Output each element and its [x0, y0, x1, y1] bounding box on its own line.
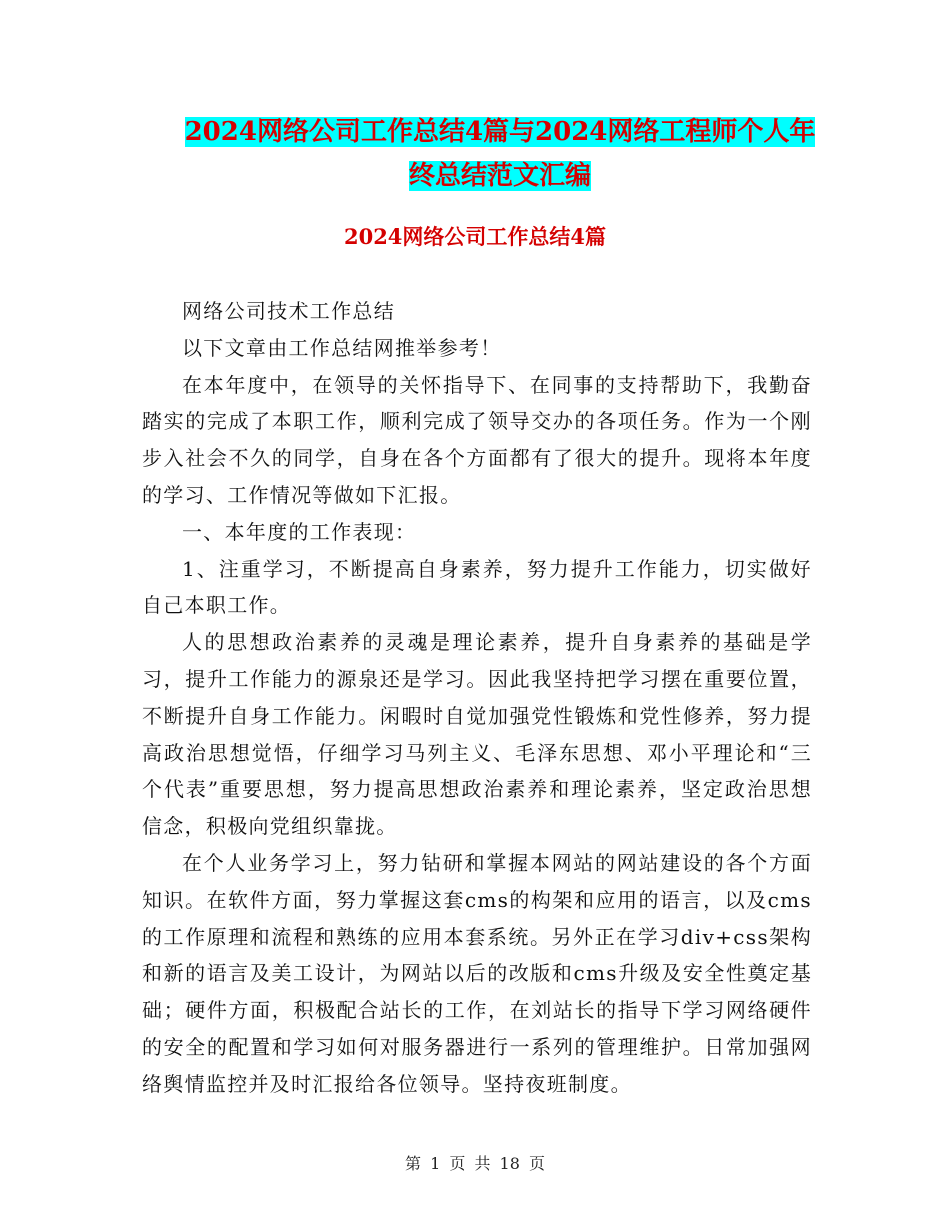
- paragraph: 一、本年度的工作表现：: [182, 519, 417, 544]
- page-footer: 第 1 页 共 18 页: [405, 1154, 545, 1173]
- paragraph: 网络公司技术工作总结: [182, 299, 395, 323]
- title-line-2: 终总结范文汇编: [408, 161, 591, 191]
- paragraph: 1、注重学习，不断提高自身素养，努力提升工作能力，切实做好自己本职工作。: [142, 556, 812, 618]
- paragraph: 在个人业务学习上，努力钻研和掌握本网站的网站建设的各个方面知识。在软件方面，努力掌握这套cms的构架和应用的语言，以及cms的工作原理和流程和熟练的应用本套系统。另外正在学习div+css架构和新的语言及美工设计，为网站以后的改版和cms升级及安全性奠定基础；硬件方面，积极配合站长的工作，在刘站长的指导下学习网络硬件的安全的配置和学习如何对服务器进行一系列的管理维护。日常加强网络舆情监控并及时汇报给各位领导。坚持夜班制度。: [142, 850, 812, 1096]
- title-line-1: 2024网络公司工作总结4篇与2024网络工程师个人年: [184, 117, 816, 147]
- paragraph: 在本年度中，在领导的关怀指导下、在同事的支持帮助下，我勤奋踏实的完成了本职工作，顺利完成了领导交办的各项任务。作为一个刚步入社会不久的同学，自身在各个方面都有了很大的提升。现将本年度的学习、工作情况等做如下汇报。: [142, 372, 812, 507]
- document-title: [120, 110, 880, 198]
- document-body: [142, 293, 812, 1103]
- paragraph: 人的思想政治素养的灵魂是理论素养，提升自身素养的基础是学习，提升工作能力的源泉还是学习。因此我坚持把学习摆在重要位置，不断提升自身工作能力。闲暇时自觉加强党性锻炼和党性修养，努力提高政治思想觉悟，仔细学习马列主义、毛泽东思想、邓小平理论和“三个代表”重要思想，努力提高思想政治素养和理论素养，坚定政治思想信念，积极向党组织靠拢。: [142, 630, 812, 839]
- paragraph: 以下文章由工作总结网推举参考！: [182, 335, 502, 360]
- section-title: 2024网络公司工作总结4篇: [343, 224, 607, 249]
